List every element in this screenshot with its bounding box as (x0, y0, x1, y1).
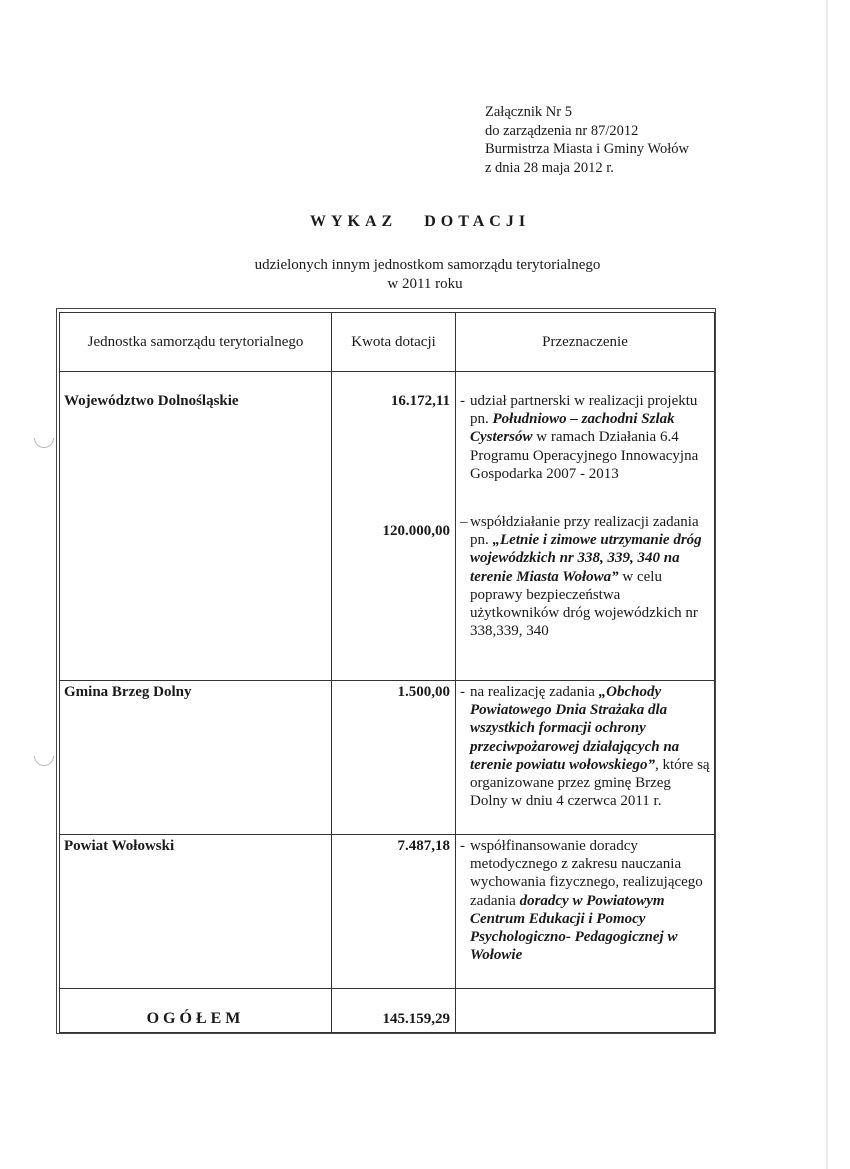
table-row (60, 681, 715, 835)
purpose-item (460, 392, 710, 483)
header-unit: Jednostka samorządu terytorialnego (60, 313, 332, 372)
document-subtitle (0, 256, 850, 294)
row-purpose (456, 372, 715, 681)
purpose-text: udział partnerski w realizacji projektu pn. (470, 393, 698, 428)
purpose-item (460, 683, 710, 810)
scan-edge (826, 0, 828, 1169)
row-amount (332, 372, 456, 681)
row-amount: 7.487,18 (332, 835, 456, 989)
purpose-text: współfinansowanie doradcy metodycznego z zakresu nauczania wychowania fizycznego, realizującego zadania (470, 838, 703, 909)
total-label: OGÓŁEM (60, 989, 332, 1033)
annex-line: Załącznik Nr 5 (485, 104, 572, 120)
subtitle-line: w 2011 roku (387, 276, 463, 292)
purpose-text: w ramach Działania 6.4 Programu Operacyjnego Innowacyjna Gospodarka 2007 - 2013 (470, 429, 699, 482)
table-row (60, 835, 715, 989)
punch-hole-mark-top (30, 424, 58, 452)
project-name: Południowo – zachodni Szlak Cystersów (470, 411, 675, 446)
task-name: „Obchody Powiatowego Dnia Strażaka dla wszystkich formacji ochrony przeciwpożarowej działających na terenie powiatu wołowskiego” (470, 684, 680, 773)
annex-line: do zarządzenia nr 87/2012 (485, 122, 639, 139)
purpose-text: na realizację zadania (470, 684, 599, 700)
annex-line: z dnia 28 maja 2012 r. (485, 159, 614, 176)
header-amount: Kwota dotacji (332, 313, 456, 372)
row-purpose (456, 681, 715, 835)
annex-line: Burmistrza Miasta i Gminy Wołów (485, 141, 689, 157)
row-amount: 1.500,00 (332, 681, 456, 835)
annex-reference (485, 103, 689, 177)
purpose-dash: - (460, 838, 465, 854)
header-purpose: Przeznaczenie (456, 313, 715, 372)
purpose-item (460, 513, 710, 640)
total-empty-cell (456, 989, 715, 1033)
purpose-text: w celu poprawy bezpieczeństwa użytkowników dróg wojewódzkich nr 338,339, 340 (470, 568, 698, 640)
task-name: „Letnie i zimowe utrzymanie dróg wojewódzkich nr 338, 339, 340 na terenie Miasta Wołowa” (470, 532, 702, 585)
purpose-text: współdziałanie przy realizacji zadania pn. (470, 514, 699, 549)
table-total-row (60, 989, 715, 1033)
task-name: doradcy w Powiatowym Centrum Edukacji i Pomocy Psychologiczno- Pedagogicznej w Wołowie (470, 892, 678, 964)
row-purpose (456, 835, 715, 989)
purpose-text: , które są organizowane przez gminę Brzeg Dolny w dniu 4 czerwca 2011 r. (470, 756, 710, 810)
grants-table (59, 312, 715, 1033)
subtitle-line: udzielonych innym jednostkom samorządu terytorialnego (254, 257, 601, 273)
amount-value: 16.172,11 (390, 393, 450, 409)
punch-hole-mark-bottom (30, 742, 58, 770)
amount-value: 120.000,00 (382, 523, 450, 540)
purpose-dash: - (460, 684, 465, 700)
row-unit: Województwo Dolnośląskie (60, 372, 332, 681)
purpose-item (460, 837, 710, 964)
total-amount: 145.159,29 (332, 989, 456, 1033)
row-unit: Gmina Brzeg Dolny (60, 681, 332, 835)
table-row (60, 372, 715, 681)
purpose-dash: - (460, 393, 465, 409)
document-title: WYKAZ DOTACJI (310, 213, 531, 230)
row-unit: Powiat Wołowski (60, 835, 332, 989)
purpose-dash: – (460, 514, 468, 531)
table-header-row (60, 313, 715, 372)
